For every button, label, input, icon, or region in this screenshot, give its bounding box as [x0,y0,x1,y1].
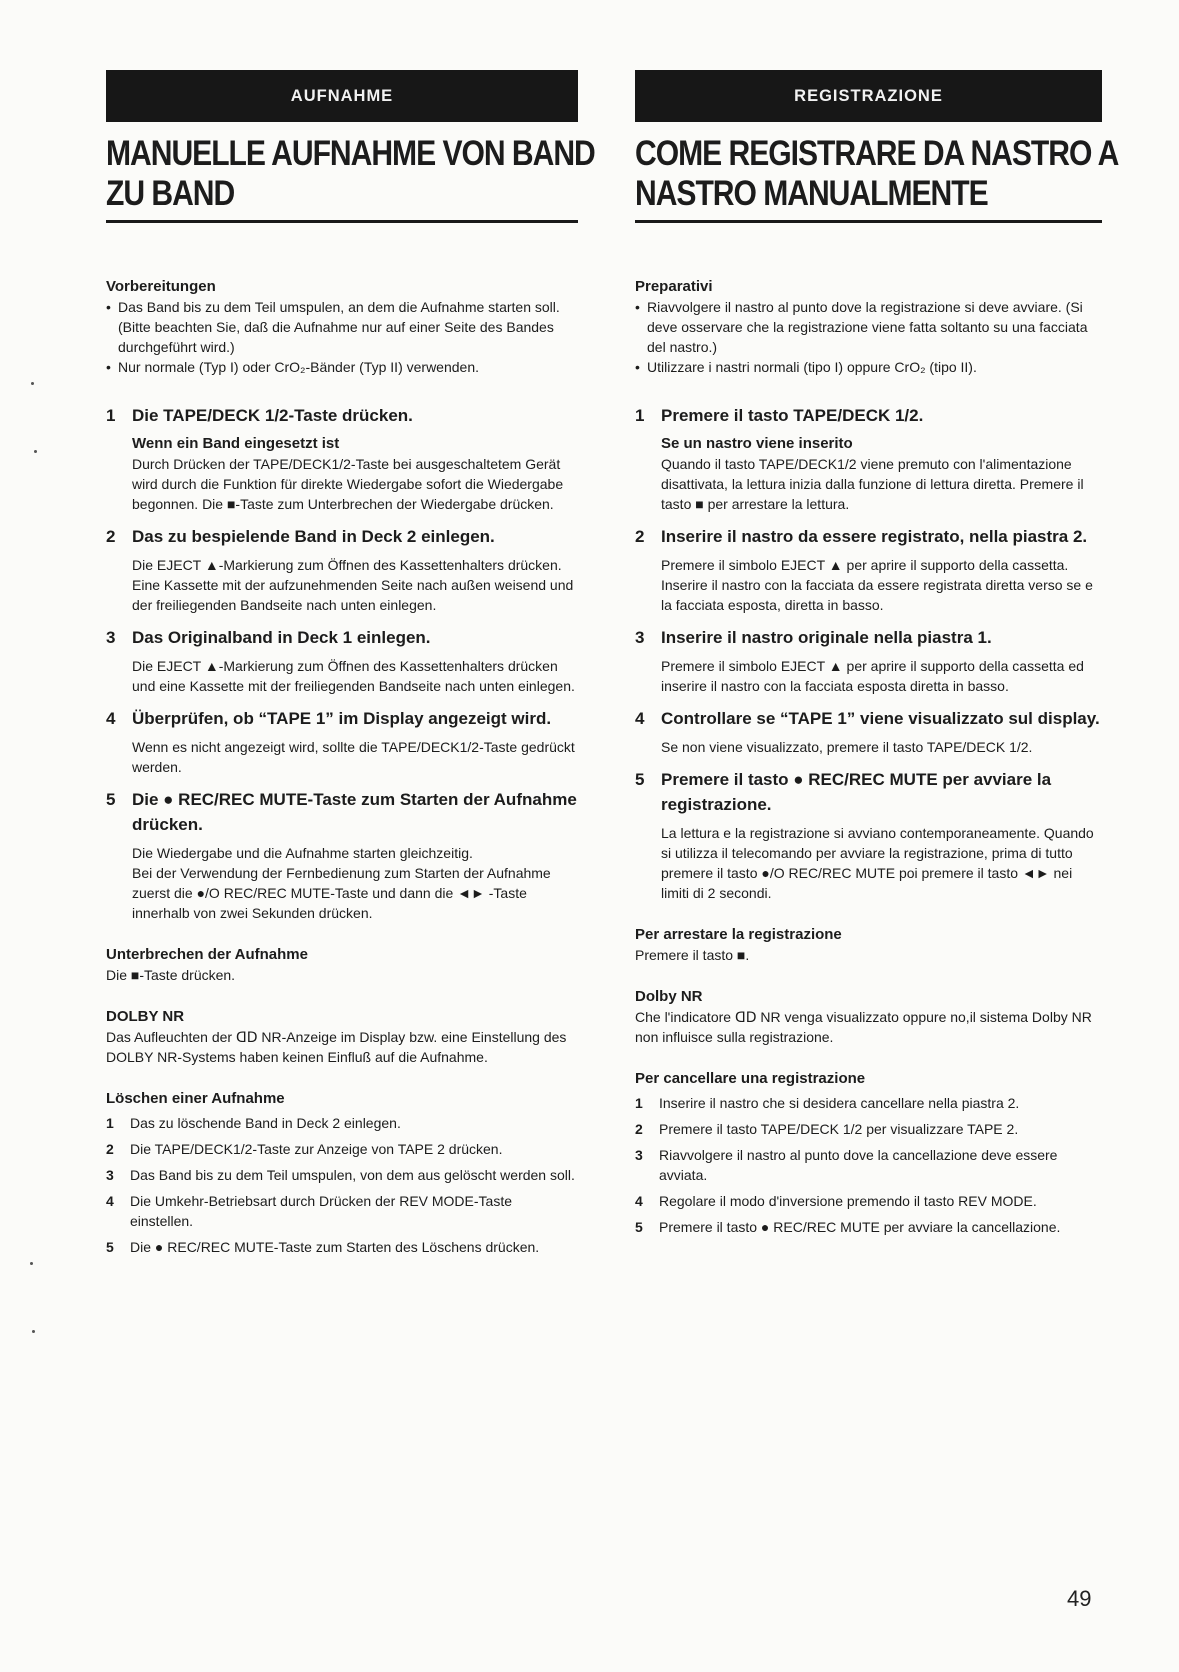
item-number: 2 [635,1121,643,1137]
step-text: Se non viene visualizzato, premere il tasto TAPE/DECK 1/2. [661,739,1033,755]
prep-heading: Preparativi [635,278,713,295]
scan-speck [32,1330,35,1333]
step-text: Premere il simbolo EJECT ▲ per aprire il supporto della cassetta. [661,557,1069,573]
item-text: Inserire il nastro che si desidera cancellare nella piastra 2. [659,1095,1020,1111]
section-text: Die ■-Taste drücken. [106,967,236,983]
dolby-section [106,1007,578,1067]
pause-section [106,945,578,985]
item-text: Premere il tasto ● REC/REC MUTE per avviare la cancellazione. [659,1219,1061,1235]
page-title [635,134,1119,218]
step-number: 3 [106,628,116,647]
italian-column [635,70,1119,1243]
item-text: Die Umkehr-Betriebsart durch Drücken der REV MODE-Taste einstellen. [130,1193,513,1229]
step-number: 4 [106,709,116,728]
list-item [635,1119,1102,1139]
list-item: • Utilizzare i nastri normali (tipo I) oppure CrO₂ (tipo II). [635,357,1102,377]
banner-label: REGISTRAZIONE [794,86,943,105]
item-number: 1 [106,1115,114,1131]
step-number: 1 [106,406,116,425]
step-text: Die EJECT ▲-Markierung zum Öffnen des Kassettenhalters drücken und eine Kassette mit der freiliegenden Bandseite nach unten einlegen. [132,658,575,694]
step-heading: Inserire il nastro originale nella piastra 1. [661,628,992,647]
item-number: 4 [635,1193,643,1209]
step-heading: Controllare se “TAPE 1” viene visualizzato sul display. [661,709,1100,728]
item-number: 3 [106,1167,114,1183]
list-item [106,1165,578,1185]
erase-section [106,1089,578,1257]
prep-heading: Vorbereitungen [106,278,216,295]
step-5 [635,767,1102,903]
list-item [635,1191,1102,1211]
section-banner [106,70,578,122]
stop-section [635,925,1102,965]
list-item: • Nur normale (Typ I) oder CrO₂-Bänder (Typ II) verwenden. [106,357,578,377]
banner-label: AUFNAHME [290,86,394,105]
step-2 [106,524,578,615]
section-banner [635,70,1102,122]
step-1 [635,403,1102,514]
section-heading: Unterbrechen der Aufnahme [106,946,308,963]
list-item [635,1145,1102,1185]
step-text: Bei der Verwendung der Fernbedienung zum Starten der Aufnahme zuerst die ●/O REC/REC MUTE-Taste und dann die ◄► -Taste innerhalb von zwei Sekunden drücken. [132,865,551,921]
item-text: Die TAPE/DECK1/2-Taste zur Anzeige von TAPE 2 drücken. [130,1141,503,1157]
step-number: 4 [635,709,645,728]
item-text: Die ● REC/REC MUTE-Taste zum Starten des Löschens drücken. [130,1239,540,1255]
scan-speck [34,450,37,453]
step-subheading: Wenn ein Band eingesetzt ist [132,435,340,452]
item-number: 4 [106,1193,114,1209]
step-number: 3 [635,628,645,647]
list-item: • Das Band bis zu dem Teil umspulen, an dem die Aufnahme starten soll. (Bitte beachten Sie, daß die Aufnahme nur auf einer Seite des Bandes durchgeführt wird.) [106,297,578,357]
section-heading: Dolby NR [635,988,703,1005]
erase-list [635,1093,1102,1237]
title-line: NASTRO MANUALMENTE [635,174,988,213]
item-number: 5 [635,1219,643,1235]
list-item [106,1237,578,1257]
step-heading: Die TAPE/DECK 1/2-Taste drücken. [132,406,413,425]
preparation-section [106,277,578,377]
step-number: 2 [106,527,116,546]
step-text: Die Wiedergabe und die Aufnahme starten gleichzeitig. [132,845,473,861]
step-2 [635,524,1102,615]
step-heading: Das zu bespielende Band in Deck 2 einlegen. [132,527,495,546]
step-subheading: Se un nastro viene inserito [661,435,853,452]
step-heading: Die ● REC/REC MUTE-Taste zum Starten der Aufnahme drücken. [132,790,577,834]
list-item [635,1217,1102,1237]
item-number: 5 [106,1239,114,1255]
section-heading: Per cancellare una registrazione [635,1070,866,1087]
step-4 [106,706,578,777]
step-number: 5 [635,770,645,789]
step-heading: Premere il tasto TAPE/DECK 1/2. [661,406,924,425]
step-3 [635,625,1102,696]
step-heading: Premere il tasto ● REC/REC MUTE per avviare la registrazione. [661,770,1052,814]
item-number: 1 [635,1095,643,1111]
list-item: • Riavvolgere il nastro al punto dove la registrazione si deve avviare. (Si deve osservare che la registrazione viene fatta soltanto su una facciata del nastro.) [635,297,1102,357]
prep-list [106,297,578,377]
page-title [106,134,595,218]
item-text: Das Band bis zu dem Teil umspulen, von dem aus gelöscht werden soll. [130,1167,575,1183]
prep-list [635,297,1102,377]
dolby-section [635,987,1102,1047]
item-number: 3 [635,1147,643,1163]
preparation-section [635,277,1102,377]
step-text: Quando il tasto TAPE/DECK1/2 viene premuto con l'alimentazione disattivata, la lettura inizia dalla funzione di lettura diretta. Premere il tasto ■ per arrestare la lettura. [661,456,1084,512]
list-item [106,1191,578,1231]
step-text: Eine Kassette mit der aufzunehmenden Seite nach außen weisend und der freiliegenden Bandseite nach unten einlegen. [132,577,574,613]
step-number: 5 [106,790,116,809]
section-heading: DOLBY NR [106,1008,185,1025]
step-4 [635,706,1102,757]
list-item [106,1139,578,1159]
step-heading: Das Originalband in Deck 1 einlegen. [132,628,431,647]
section-text: Premere il tasto ■. [635,947,750,963]
scan-speck [30,1262,33,1265]
list-item [106,1113,578,1133]
title-line: ZU BAND [106,174,235,213]
step-text: Durch Drücken der TAPE/DECK1/2-Taste bei ausgeschaltetem Gerät wird durch die Funktion für direkte Wiedergabe sofort die Wiedergabe begonnen. Die ■-Taste zum Unterbrechen der Wiedergabe drücken. [132,456,564,512]
step-text: Inserire il nastro con la facciata da essere registrata diretta verso se e la facciata esposta, diretta in basso. [661,577,1093,613]
section-text: Das Aufleuchten der ᗡᗞ NR-Anzeige im Display bzw. eine Einstellung des DOLBY NR-Systems haben keinen Einfluß auf die Aufnahme. [106,1029,567,1065]
step-text: La lettura e la registrazione si avviano contemporaneamente. Quando si utilizza il telecomando per avviare la registrazione, prima di tutto premere il tasto ●/O REC/REC MUTE poi premere il tasto ◄► nei limiti di 2 secondi. [661,825,1094,901]
item-number: 2 [106,1141,114,1157]
step-number: 2 [635,527,645,546]
step-text: Die EJECT ▲-Markierung zum Öffnen des Kassettenhalters drücken. [132,557,562,573]
step-heading: Überprüfen, ob “TAPE 1” im Display angezeigt wird. [132,709,552,728]
item-text: Premere il tasto TAPE/DECK 1/2 per visualizzare TAPE 2. [659,1121,1019,1137]
step-3 [106,625,578,696]
step-heading: Inserire il nastro da essere registrato, nella piastra 2. [661,527,1088,546]
title-rule [106,220,578,223]
item-text: Riavvolgere il nastro al punto dove la cancellazione deve essere avviata. [659,1147,1058,1183]
step-5 [106,787,578,923]
scan-speck [31,382,34,385]
item-text: Regolare il modo d'inversione premendo il tasto REV MODE. [659,1193,1037,1209]
erase-section [635,1069,1102,1237]
step-1 [106,403,578,514]
step-text: Premere il simbolo EJECT ▲ per aprire il supporto della cassetta ed inserire il nastro con la facciata esposta diretta in basso. [661,658,1084,694]
page-number: 49 [1067,1586,1092,1611]
item-text: Das zu löschende Band in Deck 2 einlegen. [130,1115,401,1131]
section-heading: Per arrestare la registrazione [635,926,842,943]
list-item [635,1093,1102,1113]
title-line: COME REGISTRARE DA NASTRO A [635,134,1119,173]
section-text: Che l'indicatore ᗡᗞ NR venga visualizzato oppure no,il sistema Dolby NR non influisce sulla registrazione. [635,1009,1092,1045]
erase-list [106,1113,578,1257]
title-line: MANUELLE AUFNAHME VON BAND [106,134,595,173]
german-column [106,70,595,1263]
title-rule [635,220,1102,223]
step-text: Wenn es nicht angezeigt wird, sollte die TAPE/DECK1/2-Taste gedrückt werden. [132,739,575,775]
step-number: 1 [635,406,645,425]
section-heading: Löschen einer Aufnahme [106,1090,285,1107]
